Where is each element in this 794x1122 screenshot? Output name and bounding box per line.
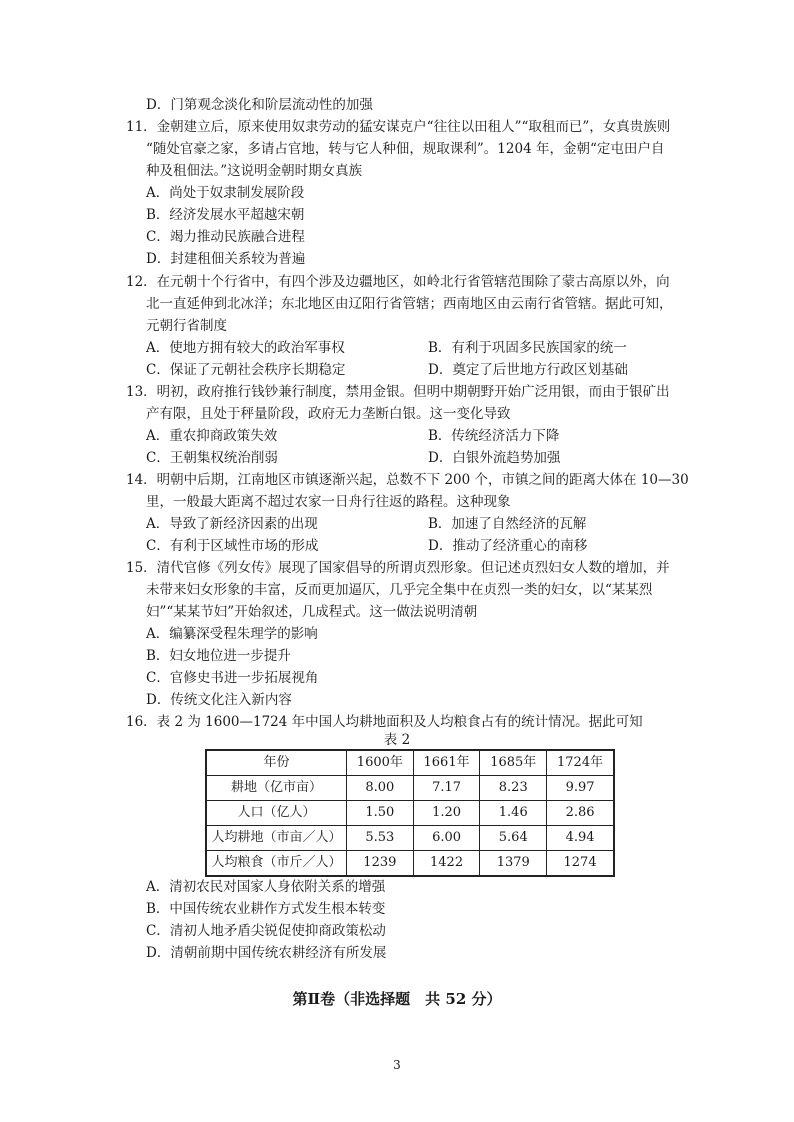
q15-option-b: B．妇女地位进一步提升 — [146, 648, 291, 664]
q10-option-d: D．门第观念淡化和阶层流动性的加强 — [146, 97, 373, 113]
table-cell: 1.50 — [347, 801, 414, 826]
table-cell: 1422 — [413, 851, 480, 877]
q12-stem-line2: 北一直延伸到北冰洋；东北地区由辽阳行省管辖；西南地区由云南行省管辖。据此可知， — [146, 296, 673, 312]
table-cell: 1379 — [480, 851, 547, 877]
table-cell: 耕地（亿市亩） — [206, 776, 347, 801]
q14-option-b: B．加速了自然经济的瓦解 — [428, 516, 587, 532]
q11-option-d: D．封建租佃关系较为普遍 — [146, 251, 306, 267]
q12-option-c: C．保证了元朝社会秩序长期稳定 — [146, 362, 346, 378]
q14-stem-line1: 14．明朝中后期，江南地区市镇逐渐兴起，总数不下 200 个，市镇之间的距离大体在 10—30 — [126, 472, 689, 488]
table-header-cell: 1685年 — [480, 750, 547, 776]
q11-option-a: A．尚处于奴隶制发展阶段 — [146, 185, 305, 201]
q15-stem-line1: 15．清代官修《列女传》展现了国家倡导的所谓贞烈形象。但记述贞烈妇女人数的增加，并 — [126, 560, 670, 576]
q13-stem-line1: 13．明初，政府推行钱钞兼行制度，禁用金银。但明中期朝野开始广泛用银，而由于银矿出 — [126, 384, 670, 400]
table-cell: 5.53 — [347, 826, 414, 851]
q13-option-a: A．重农抑商政策失效 — [146, 428, 278, 444]
q14-option-c: C．有利于区域性市场的形成 — [146, 538, 319, 554]
table-cell: 1239 — [347, 851, 414, 877]
q12-stem-line3: 元朝行省制度 — [146, 318, 227, 334]
section-title: 第Ⅱ卷（非选择题 共 52 分） — [292, 990, 502, 1008]
q13-option-c: C．王朝集权统治削弱 — [146, 450, 278, 466]
q11-option-b: B．经济发展水平超越宋朝 — [146, 207, 305, 223]
table-cell: 6.00 — [413, 826, 480, 851]
table-cell: 7.17 — [413, 776, 480, 801]
table-header-row — [206, 750, 614, 776]
q14-option-a: A．导致了新经济因素的出现 — [146, 516, 318, 532]
table-cell: 人均粮食（市斤／人） — [206, 851, 347, 877]
q14-option-d: D．推动了经济重心的南移 — [428, 538, 588, 554]
table-cell: 8.00 — [347, 776, 414, 801]
table-cell: 9.97 — [547, 776, 614, 801]
table-header-cell: 1600年 — [347, 750, 414, 776]
q11-option-c: C．竭力推动民族融合进程 — [146, 229, 305, 245]
table-caption: 表 2 — [383, 732, 411, 748]
table-row — [206, 776, 614, 801]
table-cell: 1.46 — [480, 801, 547, 826]
table-row — [206, 851, 614, 877]
statistics-table — [205, 749, 615, 877]
table-cell: 4.94 — [547, 826, 614, 851]
page-number: 3 — [393, 1058, 401, 1072]
q14-stem-line2: 里，一般最大距离不超过农家一日舟行往返的路程。这种现象 — [146, 494, 511, 510]
q16-option-d: D．清朝前期中国传统农耕经济有所发展 — [146, 945, 387, 961]
table-header-cell: 年份 — [206, 750, 347, 776]
table-cell: 5.64 — [480, 826, 547, 851]
q12-option-d: D．奠定了后世地方行政区划基础 — [428, 362, 628, 378]
q15-option-d: D．传统文化注入新内容 — [146, 692, 292, 708]
q13-stem-line2: 产有限，且处于秤量阶段，政府无力垄断白银。这一变化导致 — [146, 406, 511, 422]
table-row — [206, 801, 614, 826]
q11-stem-line1: 11．金朝建立后，原来使用奴隶劳动的猛安谋克户“往往以田租人”“取租而已”，女真贵族则 — [126, 119, 671, 135]
q11-stem-line2: “随处官豪之家，多请占官地，转与它人种佃，规取课利”。1204 年，金朝“定屯田户自 — [146, 141, 665, 157]
table-header-cell: 1724年 — [547, 750, 614, 776]
q15-stem-line2: 未带来妇女形象的丰富，反而更加逼仄，几乎完全集中在贞烈一类的妇女，以“某某烈 — [146, 582, 653, 598]
q13-option-d: D．白银外流趋势加强 — [428, 450, 561, 466]
q16-option-b: B．中国传统农业耕作方式发生根本转变 — [146, 901, 386, 917]
table-header-cell: 1661年 — [413, 750, 480, 776]
q12-option-b: B．有利于巩固多民族国家的统一 — [428, 340, 627, 356]
table-cell: 1274 — [547, 851, 614, 877]
table-cell: 1.20 — [413, 801, 480, 826]
q12-option-a: A．使地方拥有较大的政治军事权 — [146, 340, 345, 356]
q16-option-a: A．清初农民对国家人身依附关系的增强 — [146, 879, 386, 895]
table-cell: 8.23 — [480, 776, 547, 801]
q12-stem-line1: 12．在元朝十个行省中，有四个涉及边疆地区，如岭北行省管辖范围除了蒙古高原以外，向 — [126, 274, 670, 290]
table-cell: 人均耕地（市亩／人） — [206, 826, 347, 851]
q15-option-a: A．编纂深受程朱理学的影响 — [146, 626, 318, 642]
q16-option-c: C．清初人地矛盾尖锐促使抑商政策松动 — [146, 923, 386, 939]
table-cell: 人口（亿人） — [206, 801, 347, 826]
q15-option-c: C．官修史书进一步拓展视角 — [146, 670, 319, 686]
table-cell: 2.86 — [547, 801, 614, 826]
table-row — [206, 826, 614, 851]
q13-option-b: B．传统经济活力下降 — [428, 428, 560, 444]
q16-stem-line1: 16．表 2 为 1600—1724 年中国人均耕地面积及人均粮食占有的统计情况。据此可知 — [126, 714, 643, 730]
q15-stem-line3: 妇”“某某节妇”开始叙述，几成程式。这一做法说明清朝 — [146, 604, 478, 620]
q11-stem-line3: 种及租佃法。”这说明金朝时期女真族 — [146, 163, 363, 179]
